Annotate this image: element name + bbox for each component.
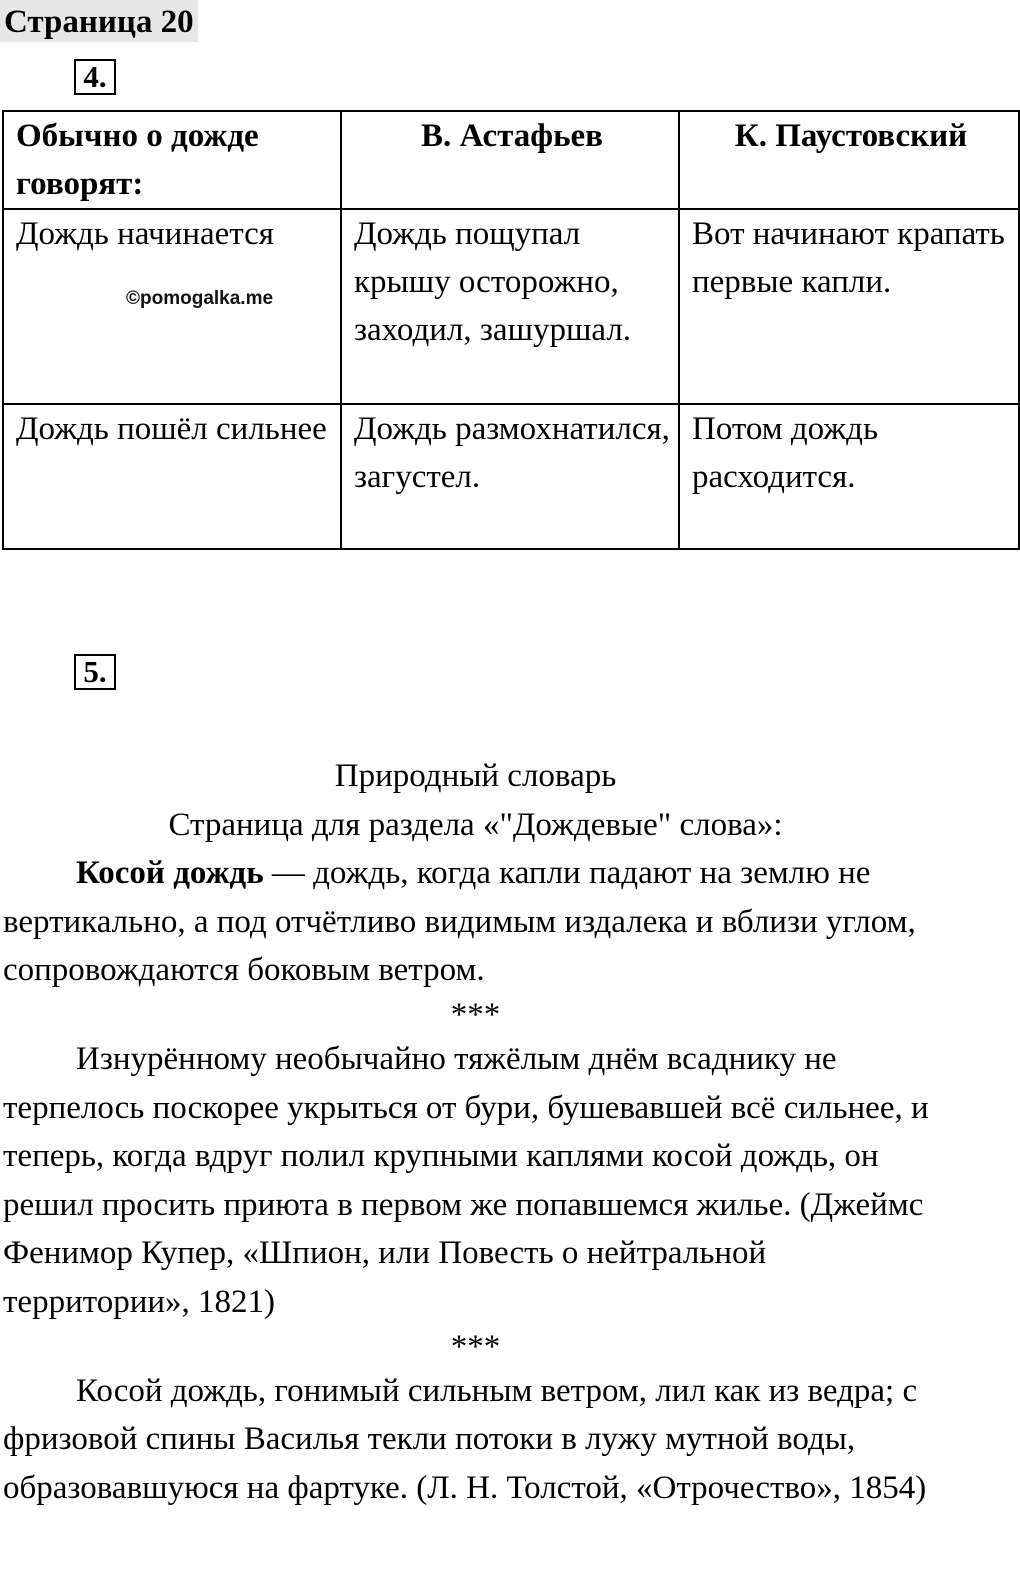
separator: *** bbox=[450, 1328, 501, 1365]
separator: *** bbox=[450, 996, 501, 1033]
page-number-label: Страница 20 bbox=[0, 0, 198, 42]
header-paustovsky: К. Паустовский bbox=[679, 111, 1019, 209]
table-cell: Дождь пощупал крышу осторожно, заходил, зашуршал. bbox=[341, 209, 679, 404]
task-4-number: 4. bbox=[74, 59, 116, 95]
table-cell: Вот начинают крапать первые капли. bbox=[679, 209, 1019, 404]
dictionary-subtitle: Страница для раздела «"Дождевые" слова»: bbox=[168, 806, 783, 843]
header-astafiev: В. Астафьев bbox=[341, 111, 679, 209]
table-row bbox=[3, 404, 1019, 549]
table-header-row bbox=[3, 111, 1019, 209]
watermark-text: ©pomogalka.me bbox=[126, 288, 274, 309]
table-cell: Потом дождь расходится. bbox=[679, 404, 1019, 549]
table-cell bbox=[3, 209, 341, 404]
term: Косой дождь bbox=[76, 855, 264, 892]
cell-text: Дождь начинается bbox=[16, 216, 274, 252]
task-5-number: 5. bbox=[74, 654, 116, 690]
table-cell: Дождь пошёл сильнее bbox=[3, 404, 341, 549]
dictionary-title: Природный словарь bbox=[334, 758, 617, 794]
definition-paragraph bbox=[3, 849, 948, 995]
example-cooper: Изнурённому необычайно тяжёлым днём всаднику не терпелось поскорее укрыться от бури, бушевавшей всё сильнее, и теперь, когда вдруг полил крупными каплями косой дождь, он решил просить приюта в первом же попавшемся жилье. (Джеймс Фенимор Купер, «Шпион, или Повесть о нейтральной территории», 1821) bbox=[3, 1040, 929, 1320]
table-cell: Дождь размохнатился, загустел. bbox=[341, 404, 679, 549]
table-row bbox=[3, 209, 1019, 404]
rain-comparison-table bbox=[2, 110, 1020, 550]
example-tolstoy: Косой дождь, гонимый сильным ветром, лил как из ведра; с фризовой спины Василья текли потоки в лужу мутной воды, образовавшуюся на фартуке. (Л. Н. Толстой, «Отрочество», 1854) bbox=[3, 1372, 927, 1506]
header-usual: Обычно о дожде говорят: bbox=[3, 111, 341, 209]
nature-dictionary bbox=[3, 752, 948, 1512]
definition-text: — дождь, когда капли падают на землю не вертикально, а под отчётливо видимым издалека и вблизи углом, сопровождаются боковым ветром. bbox=[3, 855, 916, 989]
